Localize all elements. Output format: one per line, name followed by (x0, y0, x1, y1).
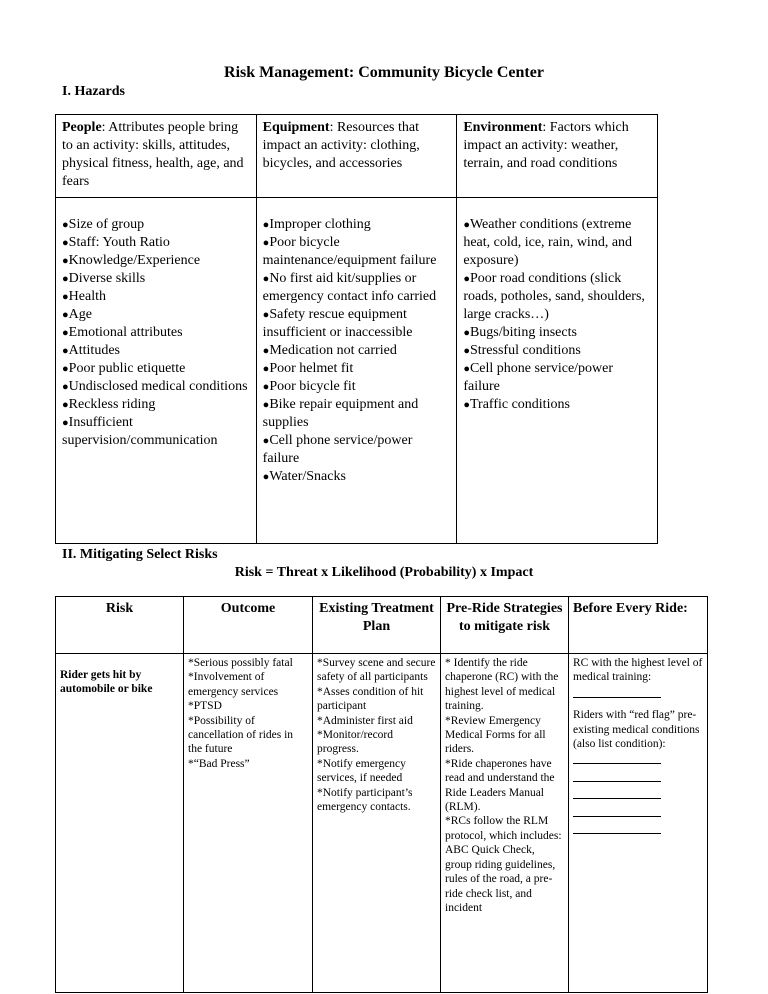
bullet-icon: ● (463, 219, 470, 231)
hazard-item: ●Poor bicycle maintenance/equipment failure (262, 235, 437, 268)
before-ride-rc-text: RC with the highest level of medical training: (573, 657, 703, 684)
cell-line: *Notify emergency services, if needed (317, 757, 406, 785)
risk-cell: Rider gets hit by automobile or bike (56, 654, 184, 993)
bullet-icon: ● (262, 381, 270, 393)
bullet-icon: ● (62, 363, 69, 375)
cell-line: *Involvement of emergency services (188, 671, 279, 698)
bullet-icon: ● (62, 417, 69, 429)
hazard-item: ●Health (62, 289, 106, 304)
hazard-item: ●Age (62, 307, 92, 322)
cell-line: * Identify the ride chaperone (RC) with the highest level of medical training. (445, 657, 559, 713)
rc-blank-line[interactable] (573, 685, 661, 698)
hazard-item: ●Cell phone service/power failure (262, 433, 413, 466)
col-header-outcome: Outcome (184, 597, 313, 654)
before-ride-riders-text: Riders with “red flag” pre-existing medical conditions (also list condition): (573, 709, 700, 751)
bullet-icon: ● (463, 273, 470, 285)
cell-line: *PTSD (188, 700, 222, 713)
condition-blank-line[interactable] (573, 786, 661, 799)
col-header-treatment: Existing Treatment Plan (313, 597, 441, 654)
hazard-item: ●Poor road conditions (slick roads, potholes, sand, shoulders, large cracks…) (463, 271, 645, 322)
section-mitigating-heading: II. Mitigating Select Risks (62, 547, 218, 562)
environment-header: Environment: Factors which impact an activity: weather, terrain, and road conditions (457, 115, 658, 198)
col-header-risk: Risk (56, 597, 184, 654)
bullet-icon: ● (262, 435, 270, 447)
hazard-item: ●Size of group (62, 217, 145, 232)
bullet-icon: ● (463, 327, 470, 339)
cell-line: *Possibility of cancellation of rides in the future (188, 714, 294, 756)
hazard-item: ●Attitudes (62, 343, 120, 358)
cell-line: *Review Emergency Medical Forms for all riders. (445, 714, 546, 756)
hazard-item: ●Emotional attributes (62, 325, 183, 340)
bullet-icon: ● (262, 237, 270, 249)
col-header-before-ride: Before Every Ride: (569, 597, 708, 654)
bullet-icon: ● (262, 309, 270, 321)
hazard-item: ●Cell phone service/power failure (463, 361, 614, 394)
bullet-icon: ● (62, 273, 69, 285)
hazard-item: ●Traffic conditions (463, 397, 570, 412)
risk-table (55, 596, 708, 993)
cell-line: *Survey scene and secure safety of all participants (317, 657, 436, 684)
hazard-item: ●Undisclosed medical conditions (62, 379, 248, 394)
col-header-strategies: Pre-Ride Strategies to mitigate risk (441, 597, 569, 654)
cell-line: *Monitor/record progress. (317, 729, 394, 756)
outcome-cell (184, 654, 313, 993)
cell-line: *Serious possibly fatal (188, 657, 293, 669)
strategies-cell (441, 654, 569, 993)
bullet-icon: ● (262, 219, 270, 231)
hazard-item: ●Poor public etiquette (62, 361, 186, 376)
section-hazards-heading: I. Hazards (62, 84, 125, 99)
bullet-icon: ● (62, 327, 69, 339)
hazard-item: ●Diverse skills (62, 271, 146, 286)
cell-line: *Administer first aid (317, 714, 413, 727)
environment-list (457, 198, 658, 544)
hazard-item: ●Poor bicycle fit (262, 379, 356, 394)
people-list (56, 198, 257, 544)
condition-blank-line[interactable] (573, 804, 661, 817)
bullet-icon: ● (62, 219, 69, 231)
bullet-icon: ● (62, 399, 69, 411)
hazard-item: ●Water/Snacks (262, 469, 346, 484)
bullet-icon: ● (62, 255, 69, 267)
bullet-icon: ● (463, 399, 470, 411)
hazard-item: ●Insufficient supervision/communication (62, 415, 218, 448)
bullet-icon: ● (262, 471, 270, 483)
equipment-header: Equipment: Resources that impact an activity: clothing, bicycles, and accessories (256, 115, 457, 198)
people-header: People: Attributes people bring to an activity: skills, attitudes, physical fitness, health, age, and fears (56, 115, 257, 198)
hazard-item: ●Poor helmet fit (262, 361, 354, 376)
bullet-icon: ● (262, 273, 270, 285)
hazard-item: ●Knowledge/Experience (62, 253, 201, 268)
condition-blank-line[interactable] (573, 821, 661, 834)
bullet-icon: ● (62, 237, 69, 249)
cell-line: *Ride chaperones have read and understand the Ride Leaders Manual (RLM). (445, 757, 555, 814)
hazard-item: ●Weather conditions (extreme heat, cold, ice, rain, wind, and exposure) (463, 217, 633, 268)
bullet-icon: ● (463, 345, 470, 357)
hazard-item: ●Stressful conditions (463, 343, 581, 358)
cell-line: *Asses condition of hit participant (317, 685, 424, 713)
equipment-list (256, 198, 457, 544)
treatment-cell (313, 654, 441, 993)
hazard-item: ●Staff: Youth Ratio (62, 235, 170, 250)
cell-line: *Notify participant’s emergency contacts. (317, 786, 413, 814)
bullet-icon: ● (62, 291, 69, 303)
risk-formula: Risk = Threat x Likelihood (Probability) x Impact (234, 565, 534, 580)
before-ride-cell (569, 654, 708, 993)
hazard-item: ●Bugs/biting insects (463, 325, 577, 340)
document-title: Risk Management: Community Bicycle Center (224, 64, 544, 81)
bullet-icon: ● (463, 363, 470, 375)
hazard-item: ●Medication not carried (262, 343, 397, 358)
bullet-icon: ● (262, 363, 270, 375)
bullet-icon: ● (62, 381, 69, 393)
bullet-icon: ● (62, 309, 69, 321)
condition-blank-line[interactable] (573, 769, 661, 782)
condition-blank-line[interactable] (573, 751, 661, 764)
bullet-icon: ● (62, 345, 69, 357)
cell-line: *RCs follow the RLM protocol, which includes: ABC Quick Check, group riding guidelines, rules of the road, a pre-ride check list, and incident (445, 815, 562, 914)
cell-line: *“Bad Press” (188, 757, 250, 770)
hazard-item: ●No first aid kit/supplies or emergency contact info carried (262, 271, 437, 304)
hazard-item: ●Improper clothing (262, 217, 371, 232)
hazard-item: ●Bike repair equipment and supplies (262, 397, 419, 430)
bullet-icon: ● (262, 399, 270, 411)
hazard-item: ●Safety rescue equipment insufficient or inaccessible (262, 307, 413, 340)
hazard-item: ●Reckless riding (62, 397, 156, 412)
hazards-table (55, 114, 658, 544)
bullet-icon: ● (262, 345, 270, 357)
